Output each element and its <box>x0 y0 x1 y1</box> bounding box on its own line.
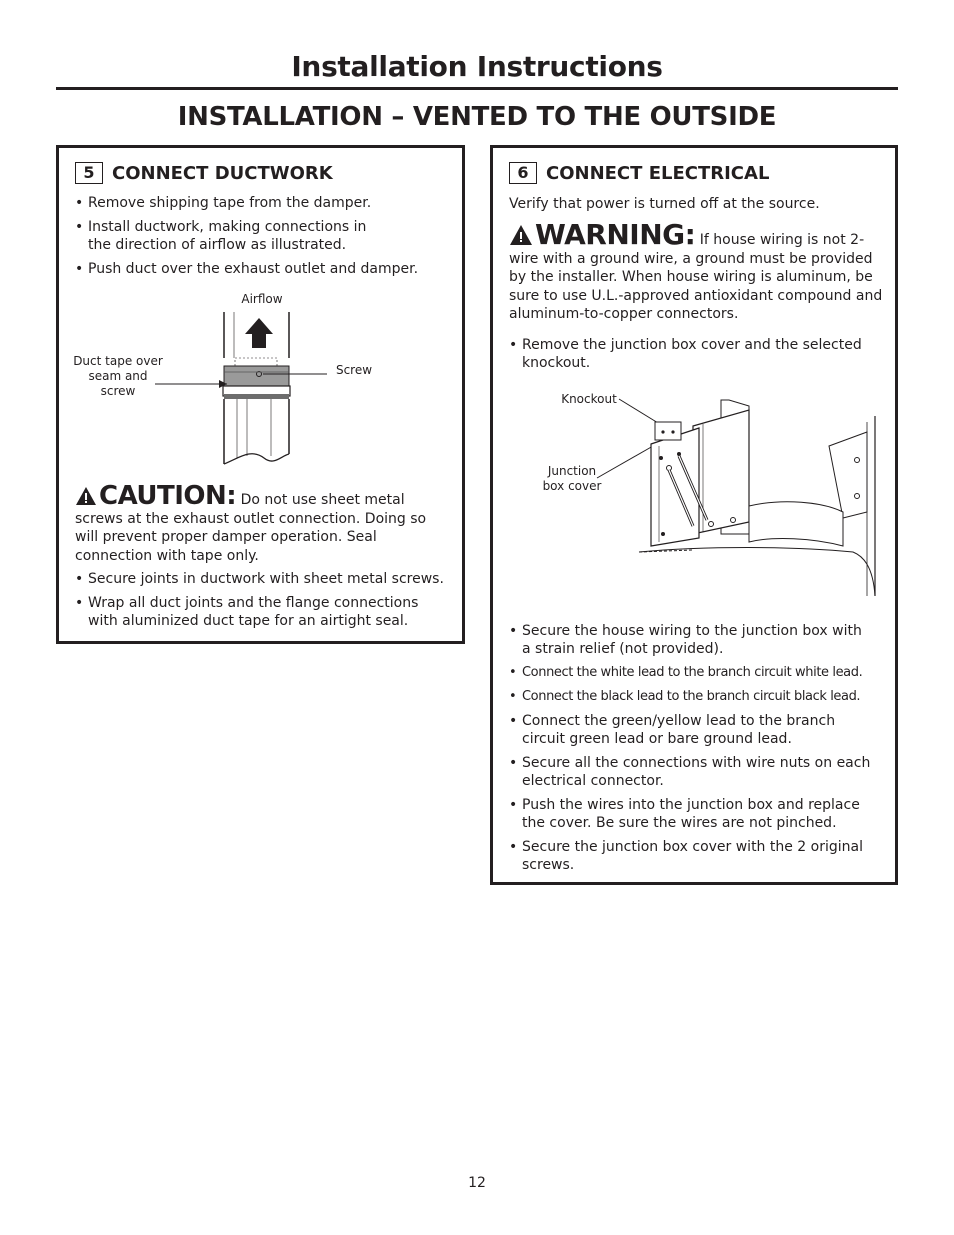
step-6-intro: Verify that power is turned off at the source. <box>509 196 820 212</box>
list-item: • Connect the white lead to the branch circuit white lead. <box>509 664 889 682</box>
step-5-title: CONNECT DUCTWORK <box>112 162 333 184</box>
warning-icon <box>509 224 533 246</box>
junction-box-label: Junction box cover <box>542 464 602 493</box>
warning-word: WARNING: <box>535 218 696 251</box>
step-5-bullets-top <box>75 194 455 284</box>
airflow-arrow-icon <box>245 318 273 348</box>
caution-block <box>75 481 445 565</box>
step-6-number: 6 <box>509 162 537 184</box>
title-rule <box>56 87 898 90</box>
section-title: INSTALLATION – VENTED TO THE OUTSIDE <box>177 102 777 132</box>
list-item: • Remove shipping tape from the damper. <box>75 194 455 212</box>
step-5-number: 5 <box>75 162 103 184</box>
step-6-panel <box>490 145 898 885</box>
list-item: • Secure the house wiring to the junction box with a strain relief (not provided). <box>509 622 872 658</box>
step-6-bullets-top <box>509 336 879 378</box>
step-5-bullets-bottom <box>75 570 465 636</box>
step-6-bullets-bottom <box>509 622 889 880</box>
list-item: • Secure joints in ductwork with sheet metal screws. <box>75 570 465 588</box>
list-item: • Remove the junction box cover and the selected knockout. <box>509 336 879 372</box>
knockout-label: Knockout <box>561 392 617 406</box>
step-6-title: CONNECT ELECTRICAL <box>546 162 770 184</box>
list-item: • Secure all the connections with wire nuts on each electrical connector. <box>509 754 892 790</box>
junction-box-figure <box>493 386 895 606</box>
screw-label: Screw <box>335 363 373 377</box>
step-5-panel <box>56 145 465 644</box>
airflow-label: Airflow <box>241 292 283 306</box>
caution-text: Do not use sheet metal screws at the exhaust outlet connection. Doing so will prevent proper damper operation. Seal connection with tape only. <box>75 492 427 564</box>
junction-box-illustration <box>493 386 895 606</box>
list-item: • Install ductwork, making connections in the direction of airflow as illustrated. <box>75 218 388 254</box>
duct-tape-label: Duct tape over seam and screw <box>73 354 163 398</box>
list-item: • Push the wires into the junction box and replace the cover. Be sure the wires are not pinched. <box>509 796 882 832</box>
duct-illustration <box>59 288 462 478</box>
page-title: Installation Instructions <box>291 50 663 83</box>
list-item: • Wrap all duct joints and the flange connections with aluminized duct tape for an airtight seal. <box>75 594 448 630</box>
warning-block <box>509 218 885 324</box>
page-number: 12 <box>468 1175 486 1191</box>
step-6-heading <box>509 162 769 184</box>
list-item: • Connect the green/yellow lead to the branch circuit green lead or bare ground lead. <box>509 712 862 748</box>
caution-icon <box>75 486 97 506</box>
caution-word: CAUTION: <box>99 481 237 511</box>
list-item: • Connect the black lead to the branch circuit black lead. <box>509 688 889 706</box>
step-5-heading <box>75 162 333 184</box>
ductwork-figure <box>59 288 462 478</box>
warning-text: If house wiring is not 2-wire with a ground wire, a ground must be provided by the installer. When house wiring is aluminum, be sure to use U.L.-approved antioxidant compound and aluminum-to-copper connectors. <box>509 232 883 322</box>
list-item: • Secure the junction box cover with the 2 original screws. <box>509 838 882 874</box>
list-item: • Push duct over the exhaust outlet and damper. <box>75 260 455 278</box>
